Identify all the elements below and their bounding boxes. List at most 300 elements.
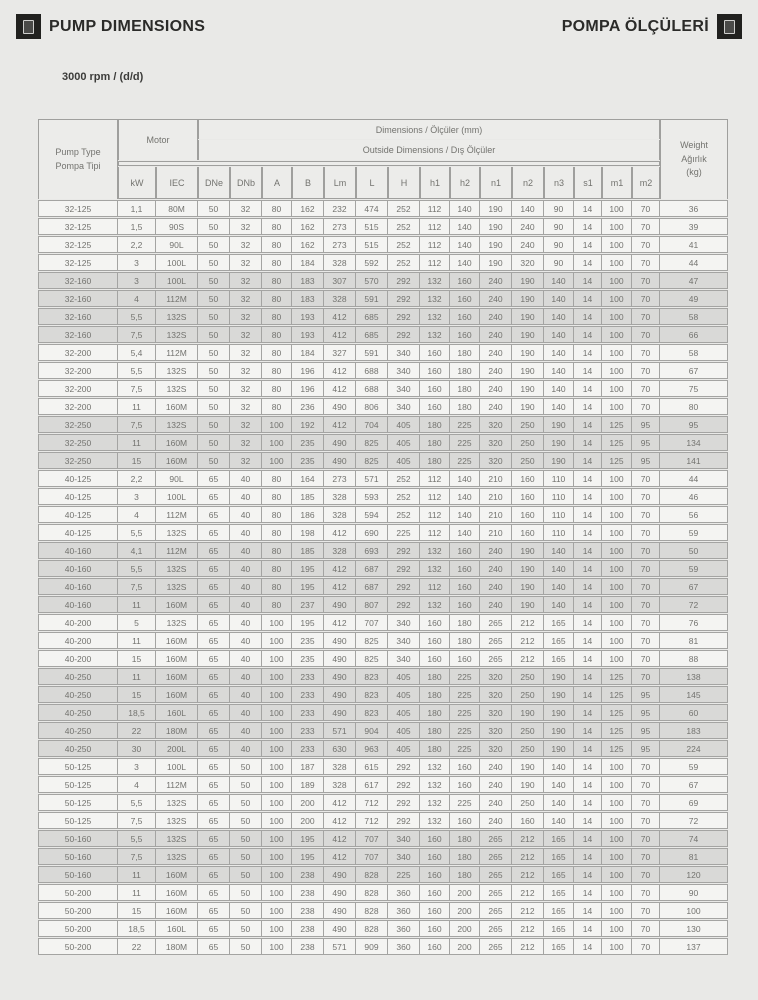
table-row xyxy=(38,488,728,505)
dim-cell: 100 xyxy=(602,920,632,937)
dim-cell: 273 xyxy=(324,236,356,253)
dim-cell: 320 xyxy=(480,416,512,433)
dim-cell: 22 xyxy=(118,722,156,739)
dim-cell: 5,4 xyxy=(118,344,156,361)
dim-cell: 15 xyxy=(118,650,156,667)
dim-cell: 95 xyxy=(632,740,660,757)
dim-cell: 14 xyxy=(574,254,602,271)
dim-cell: 593 xyxy=(356,488,388,505)
dim-cell: 630 xyxy=(324,740,356,757)
dim-cell: 70 xyxy=(632,506,660,523)
pump-type-cell: 40-160 xyxy=(38,560,118,577)
table-row xyxy=(38,722,728,739)
dim-cell: 292 xyxy=(388,290,420,307)
dim-cell: 100 xyxy=(602,578,632,595)
dim-cell: 240 xyxy=(512,218,544,235)
dim-cell: 360 xyxy=(388,884,420,901)
pump-type-cell: 40-125 xyxy=(38,488,118,505)
dim-cell: 250 xyxy=(512,434,544,451)
dim-cell: 50 xyxy=(230,812,262,829)
dim-cell: 50 xyxy=(198,272,230,289)
weight-cell: 59 xyxy=(660,560,728,577)
dim-cell: 14 xyxy=(574,686,602,703)
dim-cell: 160M xyxy=(156,452,198,469)
dim-cell: 183 xyxy=(292,290,324,307)
dim-cell: 70 xyxy=(632,218,660,235)
dim-cell: 160M xyxy=(156,434,198,451)
pump-type-cell: 32-200 xyxy=(38,398,118,415)
table-header xyxy=(38,119,728,199)
dim-cell: 110 xyxy=(544,488,574,505)
dim-cell: 100 xyxy=(262,452,292,469)
dim-cell: 95 xyxy=(632,416,660,433)
dim-cell: 240 xyxy=(480,560,512,577)
dim-cell: 65 xyxy=(198,884,230,901)
dim-cell: 70 xyxy=(632,326,660,343)
dim-cell: 490 xyxy=(324,920,356,937)
table-row xyxy=(38,902,728,919)
dim-cell: 490 xyxy=(324,866,356,883)
dim-cell: 806 xyxy=(356,398,388,415)
weight-cell: 137 xyxy=(660,938,728,955)
dim-cell: 95 xyxy=(632,452,660,469)
col-header-n2: n2 xyxy=(512,167,544,199)
dim-cell: 14 xyxy=(574,488,602,505)
dim-cell: 140 xyxy=(544,542,574,559)
weight-cell: 39 xyxy=(660,218,728,235)
dim-cell: 225 xyxy=(450,722,480,739)
col-header-motor: Motor xyxy=(118,119,198,160)
dim-cell: 11 xyxy=(118,632,156,649)
pump-type-cell: 32-250 xyxy=(38,452,118,469)
dim-cell: 490 xyxy=(324,668,356,685)
dim-cell: 190 xyxy=(544,434,574,451)
dim-cell: 180 xyxy=(450,632,480,649)
dim-cell: 240 xyxy=(480,344,512,361)
dim-cell: 707 xyxy=(356,614,388,631)
dim-cell: 50 xyxy=(230,830,262,847)
dim-cell: 185 xyxy=(292,542,324,559)
dim-cell: 140 xyxy=(450,506,480,523)
dim-cell: 50 xyxy=(198,362,230,379)
table-row xyxy=(38,884,728,901)
pump-type-cell: 50-125 xyxy=(38,794,118,811)
dim-cell: 328 xyxy=(324,506,356,523)
dim-cell: 40 xyxy=(230,488,262,505)
dim-cell: 14 xyxy=(574,362,602,379)
dim-cell: 132S xyxy=(156,308,198,325)
dim-cell: 190 xyxy=(480,218,512,235)
pump-type-cell: 40-250 xyxy=(38,740,118,757)
dim-cell: 360 xyxy=(388,938,420,955)
table-row xyxy=(38,344,728,361)
weight-cell: 120 xyxy=(660,866,728,883)
table-row xyxy=(38,812,728,829)
dim-cell: 5,5 xyxy=(118,830,156,847)
dim-cell: 320 xyxy=(480,452,512,469)
dim-cell: 32 xyxy=(230,398,262,415)
dim-cell: 184 xyxy=(292,344,324,361)
dim-cell: 140 xyxy=(544,812,574,829)
dim-cell: 4 xyxy=(118,506,156,523)
dim-cell: 80 xyxy=(262,344,292,361)
dim-cell: 70 xyxy=(632,578,660,595)
dim-cell: 90 xyxy=(544,254,574,271)
dim-cell: 412 xyxy=(324,794,356,811)
dim-cell: 140 xyxy=(450,488,480,505)
dim-cell: 50 xyxy=(230,848,262,865)
table-row xyxy=(38,614,728,631)
pump-type-cell: 32-200 xyxy=(38,362,118,379)
dim-cell: 240 xyxy=(480,362,512,379)
dim-cell: 571 xyxy=(356,470,388,487)
dim-cell: 592 xyxy=(356,254,388,271)
dim-cell: 112 xyxy=(420,254,450,271)
weight-cell: 66 xyxy=(660,326,728,343)
dim-cell: 190 xyxy=(512,758,544,775)
dim-cell: 828 xyxy=(356,884,388,901)
dim-cell: 50 xyxy=(198,452,230,469)
dim-cell: 240 xyxy=(480,542,512,559)
dim-cell: 190 xyxy=(544,416,574,433)
dim-cell: 100 xyxy=(602,632,632,649)
dim-cell: 50 xyxy=(230,902,262,919)
pump-dimensions-table xyxy=(38,118,728,956)
dim-cell: 186 xyxy=(292,506,324,523)
dim-cell: 1,5 xyxy=(118,218,156,235)
dim-cell: 252 xyxy=(388,200,420,217)
dim-cell: 225 xyxy=(450,452,480,469)
dim-cell: 70 xyxy=(632,614,660,631)
dim-cell: 100 xyxy=(602,902,632,919)
dim-cell: 328 xyxy=(324,254,356,271)
pump-type-cell: 40-200 xyxy=(38,632,118,649)
dim-cell: 240 xyxy=(480,794,512,811)
weight-cell: 41 xyxy=(660,236,728,253)
dim-cell: 14 xyxy=(574,920,602,937)
dim-cell: 193 xyxy=(292,308,324,325)
dim-cell: 190 xyxy=(512,398,544,415)
dim-cell: 14 xyxy=(574,578,602,595)
dim-cell: 65 xyxy=(198,938,230,955)
dim-cell: 14 xyxy=(574,308,602,325)
dim-cell: 405 xyxy=(388,686,420,703)
weight-cell: 59 xyxy=(660,524,728,541)
pump-type-cell: 50-160 xyxy=(38,848,118,865)
col-header-dimensions-band: Dimensions / Ölçüler (mm) xyxy=(198,119,660,139)
dim-cell: 690 xyxy=(356,524,388,541)
table-row xyxy=(38,560,728,577)
dim-cell: 591 xyxy=(356,344,388,361)
dim-cell: 14 xyxy=(574,236,602,253)
dim-cell: 200 xyxy=(292,794,324,811)
dim-cell: 212 xyxy=(512,866,544,883)
dim-cell: 904 xyxy=(356,722,388,739)
weight-cell: 76 xyxy=(660,614,728,631)
dim-cell: 14 xyxy=(574,614,602,631)
dim-cell: 95 xyxy=(632,686,660,703)
dim-cell: 132 xyxy=(420,776,450,793)
dim-cell: 110 xyxy=(544,524,574,541)
dim-cell: 95 xyxy=(632,434,660,451)
dim-cell: 273 xyxy=(324,218,356,235)
dim-cell: 3 xyxy=(118,488,156,505)
dim-cell: 70 xyxy=(632,488,660,505)
dim-cell: 160 xyxy=(420,848,450,865)
dim-cell: 14 xyxy=(574,668,602,685)
dim-cell: 162 xyxy=(292,218,324,235)
dim-cell: 112M xyxy=(156,506,198,523)
dim-cell: 70 xyxy=(632,902,660,919)
dim-cell: 132S xyxy=(156,830,198,847)
dim-cell: 405 xyxy=(388,668,420,685)
dim-cell: 50 xyxy=(198,218,230,235)
pump-type-cell: 32-250 xyxy=(38,434,118,451)
dim-cell: 80 xyxy=(262,380,292,397)
dim-cell: 65 xyxy=(198,812,230,829)
dim-cell: 320 xyxy=(480,434,512,451)
weight-cell: 95 xyxy=(660,416,728,433)
table-row xyxy=(38,650,728,667)
dim-cell: 125 xyxy=(602,416,632,433)
dim-cell: 225 xyxy=(450,704,480,721)
dim-cell: 32 xyxy=(230,452,262,469)
dim-cell: 50 xyxy=(198,380,230,397)
dim-cell: 828 xyxy=(356,902,388,919)
dim-cell: 95 xyxy=(632,704,660,721)
dim-cell: 160 xyxy=(512,488,544,505)
dim-cell: 65 xyxy=(198,596,230,613)
dim-cell: 265 xyxy=(480,938,512,955)
dim-cell: 252 xyxy=(388,236,420,253)
dim-cell: 240 xyxy=(480,272,512,289)
dim-cell: 412 xyxy=(324,830,356,847)
dim-cell: 65 xyxy=(198,650,230,667)
dim-cell: 40 xyxy=(230,632,262,649)
dim-cell: 490 xyxy=(324,596,356,613)
dim-cell: 195 xyxy=(292,830,324,847)
pump-type-cell: 32-160 xyxy=(38,326,118,343)
weight-cell: 36 xyxy=(660,200,728,217)
dim-cell: 828 xyxy=(356,866,388,883)
weight-cell: 80 xyxy=(660,398,728,415)
col-header-outside-band: Outside Dimensions / Dış Ölçüler xyxy=(198,140,660,160)
dim-cell: 617 xyxy=(356,776,388,793)
weight-unit: (kg) xyxy=(686,167,702,178)
dim-cell: 490 xyxy=(324,650,356,667)
dim-cell: 292 xyxy=(388,542,420,559)
pump-catalog-icon-right xyxy=(717,14,742,39)
dim-cell: 50 xyxy=(198,398,230,415)
dim-cell: 190 xyxy=(512,776,544,793)
weight-cell: 60 xyxy=(660,704,728,721)
dim-cell: 160L xyxy=(156,920,198,937)
dim-cell: 195 xyxy=(292,560,324,577)
dim-cell: 132 xyxy=(420,794,450,811)
dim-cell: 50 xyxy=(230,776,262,793)
weight-tr: Ağırlık xyxy=(681,153,707,164)
dim-cell: 4 xyxy=(118,290,156,307)
weight-cell: 88 xyxy=(660,650,728,667)
dim-cell: 250 xyxy=(512,740,544,757)
dim-cell: 95 xyxy=(632,722,660,739)
dim-cell: 328 xyxy=(324,776,356,793)
dim-cell: 70 xyxy=(632,596,660,613)
pump-type-cell: 50-200 xyxy=(38,920,118,937)
dim-cell: 112M xyxy=(156,290,198,307)
dim-cell: 412 xyxy=(324,362,356,379)
dim-cell: 240 xyxy=(480,380,512,397)
dim-cell: 100 xyxy=(262,416,292,433)
dim-cell: 5,5 xyxy=(118,794,156,811)
pump-type-cell: 40-160 xyxy=(38,542,118,559)
dim-cell: 100L xyxy=(156,758,198,775)
dim-cell: 240 xyxy=(480,578,512,595)
dim-cell: 7,5 xyxy=(118,848,156,865)
dim-cell: 235 xyxy=(292,452,324,469)
dim-cell: 14 xyxy=(574,218,602,235)
dim-cell: 250 xyxy=(512,416,544,433)
dim-cell: 328 xyxy=(324,488,356,505)
dim-cell: 160 xyxy=(450,578,480,595)
dim-cell: 40 xyxy=(230,722,262,739)
dim-cell: 110 xyxy=(544,506,574,523)
dim-cell: 14 xyxy=(574,470,602,487)
dim-cell: 320 xyxy=(480,686,512,703)
dim-cell: 70 xyxy=(632,866,660,883)
dim-cell: 236 xyxy=(292,398,324,415)
dim-cell: 100 xyxy=(602,308,632,325)
dim-cell: 80 xyxy=(262,578,292,595)
dim-cell: 70 xyxy=(632,758,660,775)
dim-cell: 688 xyxy=(356,380,388,397)
dim-cell: 707 xyxy=(356,848,388,865)
dim-cell: 11 xyxy=(118,668,156,685)
dim-cell: 190 xyxy=(512,308,544,325)
dim-cell: 132 xyxy=(420,542,450,559)
dim-cell: 140 xyxy=(544,578,574,595)
dim-cell: 160M xyxy=(156,398,198,415)
dim-cell: 112M xyxy=(156,776,198,793)
dim-cell: 132S xyxy=(156,416,198,433)
dim-cell: 100 xyxy=(262,668,292,685)
col-header-h1: h1 xyxy=(420,167,450,199)
dim-cell: 212 xyxy=(512,938,544,955)
dim-cell: 80 xyxy=(262,308,292,325)
weight-cell: 74 xyxy=(660,830,728,847)
dim-cell: 165 xyxy=(544,938,574,955)
dim-cell: 7,5 xyxy=(118,380,156,397)
dim-cell: 22 xyxy=(118,938,156,955)
dim-cell: 823 xyxy=(356,686,388,703)
weight-cell: 145 xyxy=(660,686,728,703)
dim-cell: 100 xyxy=(602,344,632,361)
dim-cell: 212 xyxy=(512,614,544,631)
col-header-s1: s1 xyxy=(574,167,602,199)
col-header-n1: n1 xyxy=(480,167,512,199)
dim-cell: 190 xyxy=(480,236,512,253)
weight-cell: 47 xyxy=(660,272,728,289)
dim-cell: 200 xyxy=(450,902,480,919)
dim-cell: 100 xyxy=(262,884,292,901)
dim-cell: 100 xyxy=(262,794,292,811)
dim-cell: 40 xyxy=(230,650,262,667)
dim-cell: 140 xyxy=(544,308,574,325)
table-row xyxy=(38,200,728,217)
dim-cell: 100 xyxy=(602,218,632,235)
dim-cell: 100 xyxy=(602,866,632,883)
dim-cell: 225 xyxy=(450,416,480,433)
table-row xyxy=(38,740,728,757)
dim-cell: 180 xyxy=(450,614,480,631)
dim-cell: 190 xyxy=(512,578,544,595)
dim-cell: 233 xyxy=(292,722,324,739)
dim-cell: 165 xyxy=(544,884,574,901)
dim-cell: 100 xyxy=(262,650,292,667)
dim-cell: 80 xyxy=(262,560,292,577)
dim-cell: 100 xyxy=(602,542,632,559)
dim-cell: 340 xyxy=(388,398,420,415)
table-row xyxy=(38,434,728,451)
dim-cell: 340 xyxy=(388,344,420,361)
dim-cell: 292 xyxy=(388,776,420,793)
dim-cell: 132S xyxy=(156,848,198,865)
dim-cell: 100 xyxy=(602,506,632,523)
table-row xyxy=(38,794,728,811)
table-row xyxy=(38,578,728,595)
dim-cell: 327 xyxy=(324,344,356,361)
dim-cell: 591 xyxy=(356,290,388,307)
dim-cell: 132S xyxy=(156,578,198,595)
dim-cell: 200 xyxy=(292,812,324,829)
weight-cell: 44 xyxy=(660,254,728,271)
dim-cell: 14 xyxy=(574,398,602,415)
dim-cell: 80 xyxy=(262,362,292,379)
dim-cell: 252 xyxy=(388,506,420,523)
pump-type-cell: 32-160 xyxy=(38,308,118,325)
dim-cell: 190 xyxy=(480,200,512,217)
dim-cell: 160 xyxy=(420,830,450,847)
dim-cell: 292 xyxy=(388,794,420,811)
dim-cell: 963 xyxy=(356,740,388,757)
dim-cell: 90 xyxy=(544,218,574,235)
col-header-dnb: DNb xyxy=(230,167,262,199)
weight-cell: 44 xyxy=(660,470,728,487)
dim-cell: 65 xyxy=(198,614,230,631)
weight-cell: 67 xyxy=(660,362,728,379)
dim-cell: 65 xyxy=(198,776,230,793)
dim-cell: 490 xyxy=(324,902,356,919)
dim-cell: 265 xyxy=(480,614,512,631)
dim-cell: 320 xyxy=(480,668,512,685)
dim-cell: 70 xyxy=(632,650,660,667)
table-row xyxy=(38,398,728,415)
dim-cell: 165 xyxy=(544,830,574,847)
dim-cell: 160M xyxy=(156,596,198,613)
dim-cell: 160 xyxy=(450,308,480,325)
dim-cell: 240 xyxy=(512,236,544,253)
dim-cell: 160M xyxy=(156,650,198,667)
dim-cell: 50 xyxy=(230,920,262,937)
dim-cell: 70 xyxy=(632,848,660,865)
dim-cell: 80 xyxy=(262,200,292,217)
dim-cell: 825 xyxy=(356,452,388,469)
dim-cell: 195 xyxy=(292,578,324,595)
dim-cell: 132S xyxy=(156,326,198,343)
dim-cell: 100 xyxy=(602,470,632,487)
dim-cell: 594 xyxy=(356,506,388,523)
dim-cell: 265 xyxy=(480,884,512,901)
